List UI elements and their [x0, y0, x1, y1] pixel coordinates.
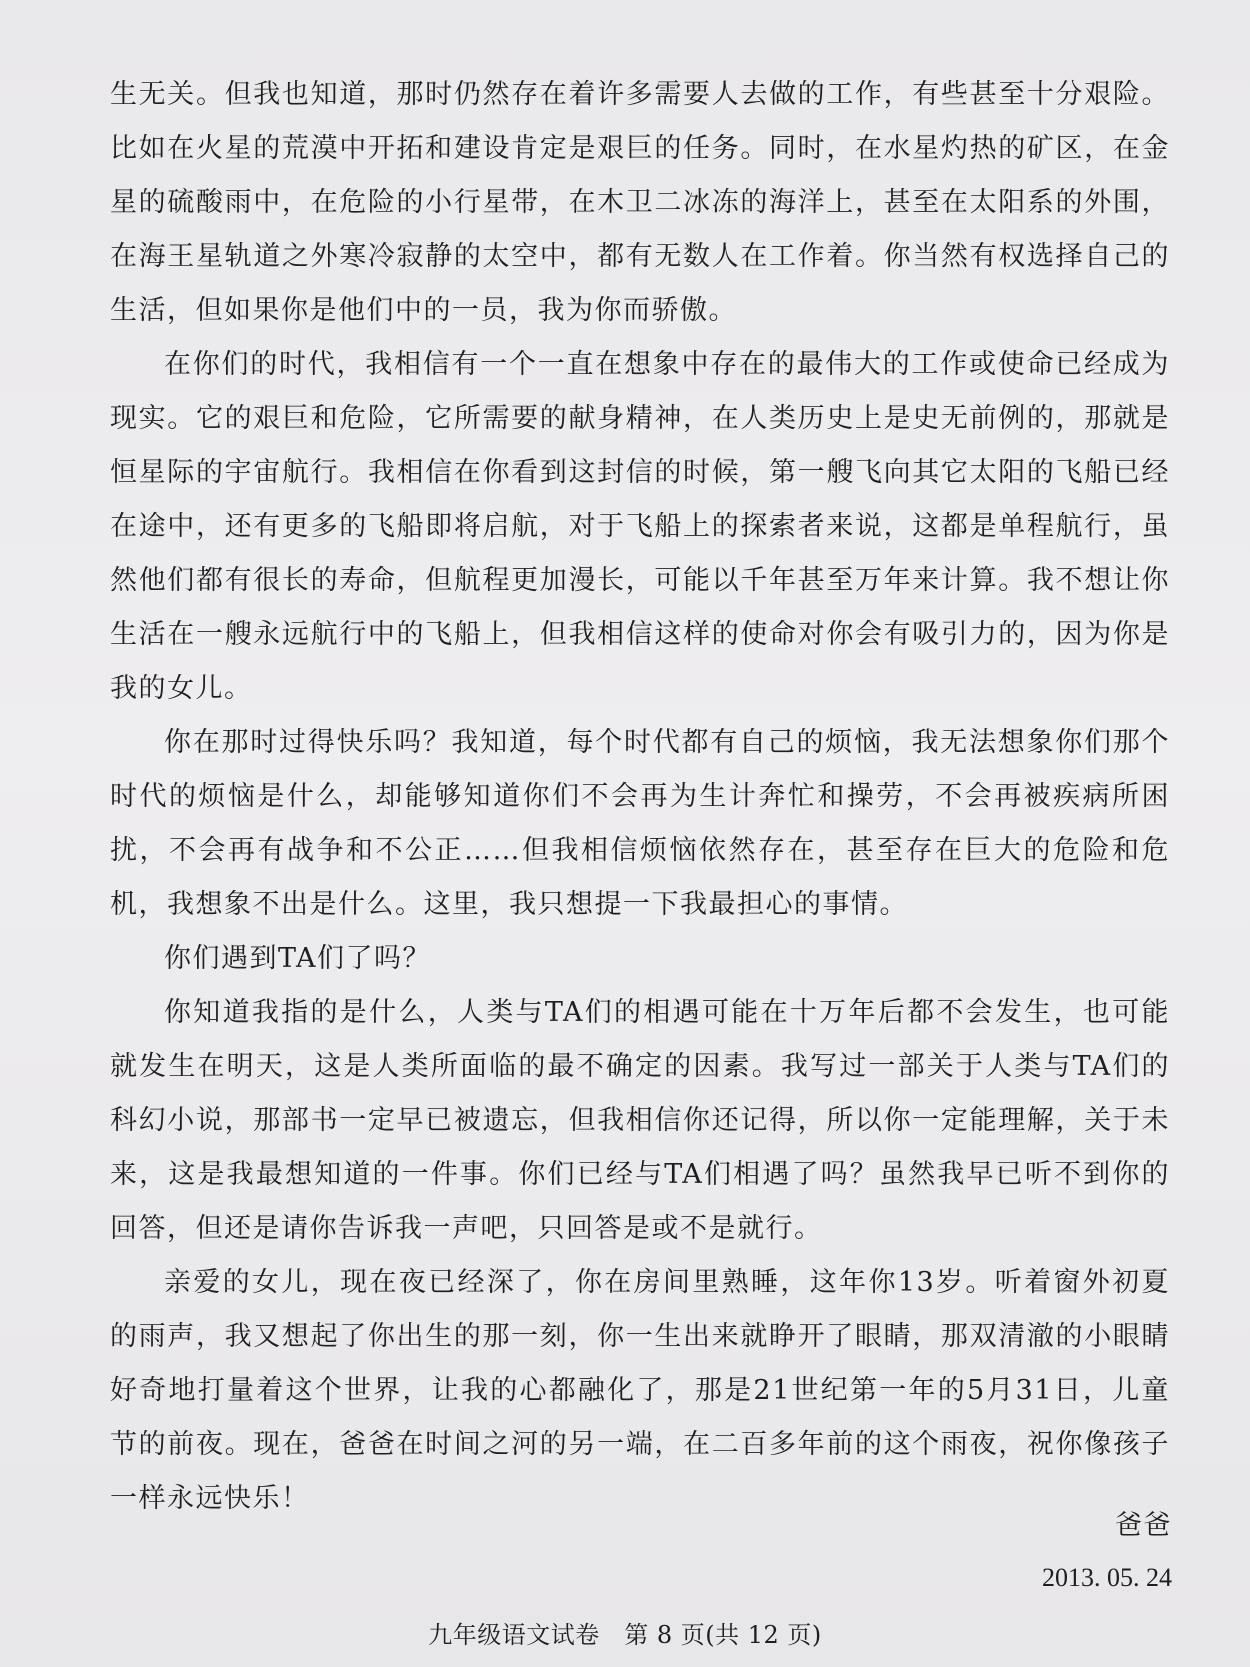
- page-footer: 九年级语文试卷 第 8 页(共 12 页): [428, 1621, 822, 1649]
- letter-body: [110, 68, 1170, 1526]
- paragraph-2: 在你们的时代，我相信有一个一直在想象中存在的最伟大的工作或使命已经成为现实。它的艰巨和危险，它所需要的献身精神，在人类历史上是史无前例的，那就是恒星际的宇宙航行。我相信在你看到这封信的时候，第一艘飞向其它太阳的飞船已经在途中，还有更多的飞船即将启航，对于飞船上的探索者来说，这都是单程航行，虽然他们都有很长的寿命，但航程更加漫长，可能以千年甚至万年来计算。我不想让你生活在一艘永远航行中的飞船上，但我相信这样的使命对你会有吸引力的，因为你是我的女儿。: [110, 349, 1170, 704]
- letter-date: 2013. 05. 24: [1042, 1563, 1172, 1592]
- letter-signature: 爸爸: [1115, 1510, 1172, 1541]
- paragraph-3: 你在那时过得快乐吗？我知道，每个时代都有自己的烦恼，我无法想象你们那个时代的烦恼是什么，却能够知道你们不会再为生计奔忙和操劳，不会再被疾病所困扰，不会再有战争和不公正……但我相信烦恼依然存在，甚至存在巨大的危险和危机，我想象不出是什么。这里，我只想提一下我最担心的事情。: [110, 727, 1170, 920]
- paragraph-6: 亲爱的女儿，现在夜已经深了，你在房间里熟睡，这年你13岁。听着窗外初夏的雨声，我又想起了你出生的那一刻，你一生出来就睁开了眼睛，那双清澈的小眼睛好奇地打量着这个世界，让我的心都融化了，那是21世纪第一年的5月31日，儿童节的前夜。现在，爸爸在时间之河的另一端，在二百多年前的这个雨夜，祝你像孩子一样永远快乐！: [110, 1267, 1170, 1514]
- paragraph-4: 你们遇到TA们了吗？: [164, 943, 432, 974]
- paragraph-1: 生无关。但我也知道，那时仍然存在着许多需要人去做的工作，有些甚至十分艰险。比如在火星的荒漠中开拓和建设肯定是艰巨的任务。同时，在水星灼热的矿区，在金星的硫酸雨中，在危险的小行星带，在木卫二冰冻的海洋上，甚至在太阳系的外围，在海王星轨道之外寒冷寂静的太空中，都有无数人在工作着。你当然有权选择自己的生活，但如果你是他们中的一员，我为你而骄傲。: [110, 79, 1170, 326]
- paragraph-5: 你知道我指的是什么，人类与TA们的相遇可能在十万年后都不会发生，也可能就发生在明天，这是人类所面临的最不确定的因素。我写过一部关于人类与TA们的科幻小说，那部书一定早已被遗忘，但我相信你还记得，所以你一定能理解，关于未来，这是我最想知道的一件事。你们已经与TA们相遇了吗？虽然我早已听不到你的回答，但还是请你告诉我一声吧，只回答是或不是就行。: [110, 997, 1170, 1244]
